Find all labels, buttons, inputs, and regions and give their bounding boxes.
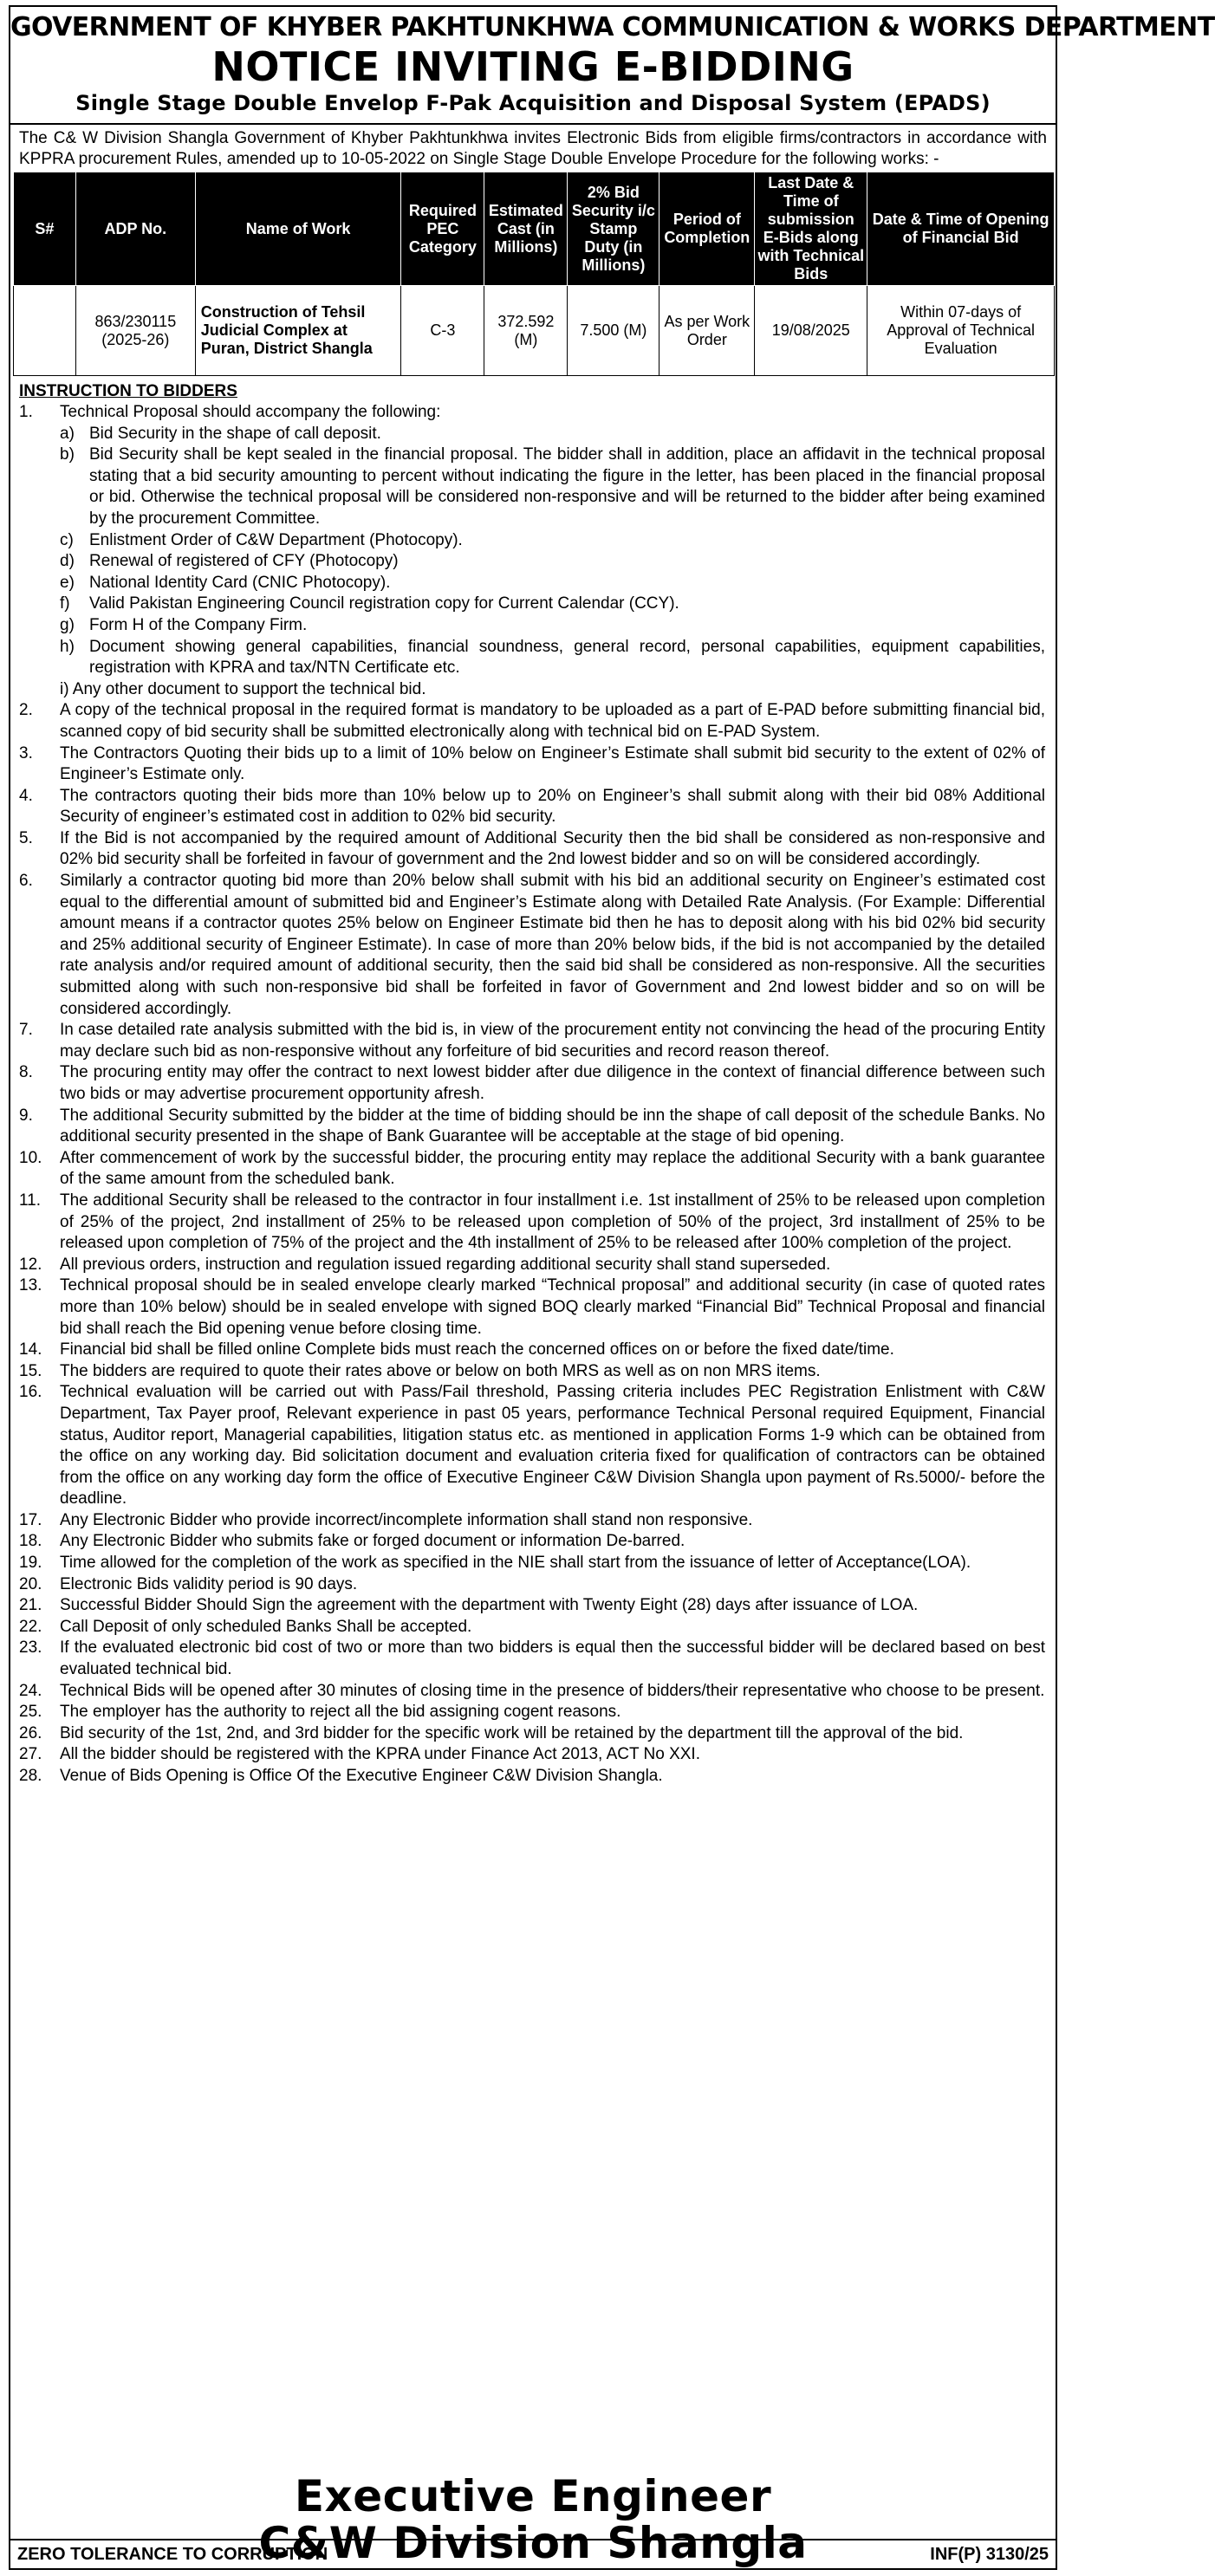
item-number: 12. (19, 1255, 42, 1274)
sub-item-text: National Identity Card (CNIC Photocopy). (89, 573, 391, 592)
notice-page (9, 5, 1215, 2570)
item-text: Bid security of the 1st, 2nd, and 3rd bidder for the specific work will be retained by the department till the approval of the bid. (60, 1723, 964, 1742)
item-text: After commencement of work by the successful bidder, the procuring entity may replace the additional Security with a bank guarantee of the same amount from the scheduled bank. (60, 1148, 1045, 1189)
cell-security: 7.500 (M) (568, 286, 659, 376)
item-number: 4. (19, 786, 33, 805)
sub-item-text: Form H of the Company Firm. (89, 615, 308, 634)
list-item (19, 1702, 1045, 1723)
item-number: 7. (19, 1021, 33, 1040)
list-item (19, 743, 1045, 786)
item-number: 18. (19, 1532, 42, 1551)
sub-item-number: g) (60, 615, 75, 634)
item-number: 14. (19, 1340, 42, 1359)
list-item (19, 1595, 1045, 1617)
sub-list-item (60, 444, 1045, 529)
item-text: The Contractors Quoting their bids up to a limit of 10% below on Engineer’s Estimate shall submit bid security to the extent of 02% of Engineer’s Estimate only. (60, 743, 1045, 784)
sub-item-number: d) (60, 552, 75, 571)
list-item (19, 1340, 1045, 1361)
list-item (19, 1638, 1045, 1680)
list-item (19, 1766, 1045, 1788)
col-header-cost: Estimated Cast (in Millions) (484, 172, 568, 286)
intro-paragraph: The C& W Division Shangla Government of Khyber Pakhtunkhwa invites Electronic Bids from eligible firms/contractors in accordance with KPPRA procurement Rules, amended up to 10-05-2022 on Single Stage Double Envelope Procedure for the following works: - (19, 129, 1047, 168)
item-text: The bidders are required to quote their rates above or below on both MRS as well as on non MRS items. (60, 1361, 821, 1380)
item-number: 15. (19, 1361, 42, 1380)
item-text: Time allowed for the completion of the work as specified in the NIE shall start from the issuance of letter of Acceptance(LOA). (60, 1554, 971, 1573)
item-number: 21. (19, 1596, 42, 1615)
list-item (19, 1574, 1045, 1596)
list-item (19, 402, 1045, 700)
list-item (19, 1275, 1045, 1340)
item-number: 2. (19, 701, 33, 720)
list-item (19, 1062, 1045, 1105)
footer-reference: INF(P) 3130/25 (930, 2544, 1049, 2564)
list-item (19, 1255, 1045, 1276)
item-text: All the bidder should be registered with the KPRA under Finance Act 2013, ACT No XXI. (60, 1745, 700, 1764)
list-item (19, 786, 1045, 828)
cell-sno (14, 286, 76, 376)
list-item (19, 1723, 1045, 1745)
sub-item-text: Enlistment Order of C&W Department (Photocopy). (89, 530, 463, 549)
item-text: The employer has the authority to reject all the bid assigning cogent reasons. (60, 1703, 621, 1722)
list-item (19, 1531, 1045, 1553)
sub-item-number: c) (60, 530, 74, 549)
list-item (19, 1617, 1045, 1638)
works-table (13, 172, 1055, 376)
table-row (14, 286, 1055, 376)
col-header-sno: S# (14, 172, 76, 286)
item-number: 9. (19, 1106, 33, 1125)
sub-list (60, 424, 1045, 679)
item-number: 19. (19, 1554, 42, 1573)
list-item (19, 1382, 1045, 1510)
item-text: Any Electronic Bidder who provide incorrect/incomplete information shall stand non responsive. (60, 1510, 753, 1529)
item-number: 28. (19, 1767, 42, 1785)
signatory-title: Executive Engineer (294, 2471, 772, 2521)
sub-list-item (60, 424, 1045, 445)
col-header-adp: ADP No. (75, 172, 195, 286)
sub-item-number: b) (60, 445, 75, 464)
sub-item-extra: i) Any other document to support the technical bid. (60, 679, 426, 698)
cell-name: Construction of Tehsil Judicial Complex at Puran, District Shangla (195, 286, 401, 376)
footer-bar (10, 2539, 1056, 2568)
item-number: 5. (19, 828, 33, 847)
item-text: If the Bid is not accompanied by the required amount of Additional Security then the bid shall be considered as non-responsive and 02% bid security shall be forfeited in favour of government and the 2nd lowest bidder and so on will be considered accordingly. (60, 828, 1045, 869)
col-header-pec: Required PEC Category (401, 172, 484, 286)
sub-item-text: Renewal of registered of CFY (Photocopy) (89, 552, 399, 571)
item-text: Successful Bidder Should Sign the agreement with the department with Twenty Eight (28) days after issuance of LOA. (60, 1596, 919, 1615)
item-number: 8. (19, 1063, 33, 1082)
list-item (19, 1681, 1045, 1703)
item-text: All previous orders, instruction and regulation issued regarding additional security shall stand superseded. (60, 1255, 831, 1274)
footer-slogan: ZERO TOLERANCE TO CORRUPTION (17, 2544, 328, 2564)
item-text: The contractors quoting their bids more than 10% below up to 20% on Engineer’s shall submit along with their bid 08% Additional Security of engineer’s estimated cost in addition to 02% bid security. (60, 786, 1045, 827)
sub-list-item (60, 573, 1045, 594)
list-item (19, 1744, 1045, 1766)
item-number: 27. (19, 1745, 42, 1764)
instructions-list (10, 402, 1056, 1788)
item-number: 3. (19, 743, 33, 762)
cell-adp: 863/230115 (2025-26) (75, 286, 195, 376)
item-text: If the evaluated electronic bid cost of two or more than two bidders is equal then the successful bidder will be declared based on best evaluated technical bid. (60, 1638, 1045, 1679)
sub-list-item (60, 594, 1045, 615)
item-number: 23. (19, 1638, 42, 1658)
item-number: 13. (19, 1276, 42, 1295)
item-number: 20. (19, 1574, 42, 1593)
item-text: Similarly a contractor quoting bid more than 20% below shall submit with his bid an additional security on Engineer’s estimated cost equal to the differential amount of submitted bid and Engineer’s Estimate along with Detailed Rate Analysis. (For Example: Differential amount means if a contractor quotes 25% below on Engineer Estimate bid then he has to deposit along with his bid 02% bid security and 25% additional security of Engineer Estimate). In case of more than 20% below bids, if the bid is not accompanied by the detailed rate analysis and/or required amount of additional security, then the said bid shall be considered as non-responsive. All the securities submitted along with such non-responsive bid shall be forfeited in favor of Government and 2nd lowest bidder and so on will be considered accordingly. (60, 872, 1045, 1018)
item-number: 26. (19, 1723, 42, 1742)
list-item (19, 828, 1045, 871)
item-number: 6. (19, 872, 33, 891)
item-text: Electronic Bids validity period is 90 days. (60, 1574, 358, 1593)
sub-item-number: a) (60, 424, 75, 443)
item-number: 1. (19, 403, 33, 421)
item-text: The additional Security submitted by the bidder at the time of bidding should be inn the shape of call deposit of the schedule Banks. No additional security presented in the shape of Bank Guarantee will be acceptable at the stage of bid opening. (60, 1106, 1045, 1146)
item-text: Technical Proposal should accompany the following: (60, 403, 441, 421)
list-item (19, 1553, 1045, 1574)
signatory-office: C&W Division Shangla (258, 2518, 808, 2568)
sub-list-item (60, 551, 1045, 573)
col-header-opening: Date & Time of Opening of Financial Bid (867, 172, 1055, 286)
item-text: Technical proposal should be in sealed envelope clearly marked “Technical proposal” and additional security (in case of quoted rates more than 10% below) should be in sealed envelope with signed BOQ clearly marked “Financial Bid” Technical Proposal and financial bid shall reach the Bid opening venue before closing time. (60, 1276, 1045, 1338)
sub-item-text: Document showing general capabilities, financial soundness, general record, personal capabilities, equipment capabilities, registration with KPRA and tax/NTN Certificate etc. (89, 637, 1045, 678)
item-text: The procuring entity may offer the contract to next lowest bidder after due diligence in the context of financial difference between such two bids or may advertise procurement opportunity afresh. (60, 1063, 1045, 1103)
sub-list-item (60, 637, 1045, 679)
sub-item-number: h) (60, 637, 75, 656)
item-text: A copy of the technical proposal in the required format is mandatory to be uploaded as a part of E-PAD before submitting financial bid, scanned copy of bid security shall be submitted electronically along with technical bid on E-PAD System. (60, 701, 1045, 741)
item-number: 16. (19, 1383, 42, 1402)
item-text: Technical evaluation will be carried out with Pass/Fail threshold, Passing criteria includes PEC Registration Enlistment with C&W Department, Tax Payer proof, Relevant experience in past 05 years, performance Technical Personal required Equipment, Financial status, Auditor report, Managerial capabilities, litigation status etc. as mentioned in application Forms 1-9 which can be obtained from the office on any working day. Bid solicitation document and evaluation criteria fixed for qualification of contractors can be obtained from the office on any working day form the office of Executive Engineer C&W Division Shangla upon payment of Rs.5000/- before the deadline. (60, 1383, 1045, 1509)
item-number: 17. (19, 1510, 42, 1529)
sub-item-number: e) (60, 573, 75, 592)
item-number: 10. (19, 1148, 42, 1167)
list-item (19, 1510, 1045, 1532)
sub-list-item (60, 615, 1045, 637)
sub-list-item (60, 530, 1045, 552)
cell-opening: Within 07-days of Approval of Technical Evaluation (867, 286, 1055, 376)
list-item (19, 1191, 1045, 1255)
list-item (19, 700, 1045, 743)
cell-period: As per Work Order (659, 286, 755, 376)
col-header-last-date: Last Date & Time of submission E-Bids along with Technical Bids (755, 172, 867, 286)
item-text: Technical Bids will be opened after 30 minutes of closing time in the presence of bidders/their representative who choose to be present. (60, 1681, 1045, 1700)
sub-item-number: f) (60, 594, 70, 613)
cell-last-date: 19/08/2025 (755, 286, 867, 376)
sub-item-text: Bid Security shall be kept sealed in the financial proposal. The bidder shall in addition, place an affidavit in the technical proposal stating that a bid security amounting to percent without indicating the figure in the letter, has been placed in the financial proposal or bid. Otherwise the technical proposal will be considered non-responsive and will be returned to the bidder after being examined by the procurement Committee. (89, 445, 1045, 528)
item-text: In case detailed rate analysis submitted with the bid is, in view of the procurement entity not convincing the head of the procuring Entity may declare such bid as non-responsive without any forfeiture of bid securities and record reason thereof. (60, 1021, 1045, 1061)
item-number: 24. (19, 1681, 42, 1700)
col-header-period: Period of Completion (659, 172, 755, 286)
department-heading: GOVERNMENT OF KHYBER PAKHTUNKHWA COMMUNICATION & WORKS DEPARTMENT (10, 12, 1215, 42)
instructions-title: INSTRUCTION TO BIDDERS (19, 382, 237, 400)
list-item (19, 1148, 1045, 1191)
item-text: Financial bid shall be filled online Complete bids must reach the concerned offices on or before the fixed date/time. (60, 1340, 894, 1359)
list-item (19, 1106, 1045, 1148)
item-text: The additional Security shall be released to the contractor in four installment i.e. 1st installment of 25% to be released upon completion of 25% of the project, 2nd installment of 25% to be released upon completion of 50% of the project, 3rd installment of 25% to be released upon completion of 75% of the project and the 4th installment of 25% to be released after 100% completion of the project. (60, 1191, 1045, 1253)
col-header-name: Name of Work (195, 172, 401, 286)
item-text: Venue of Bids Opening is Office Of the Executive Engineer C&W Division Shangla. (60, 1767, 663, 1785)
procurement-system-subtitle: Single Stage Double Envelop F-Pak Acquisition and Disposal System (EPADS) (75, 91, 991, 115)
item-number: 11. (19, 1191, 42, 1210)
table-header-row (14, 172, 1055, 286)
col-header-security: 2% Bid Security i/c Stamp Duty (in Millions) (568, 172, 659, 286)
item-text: Call Deposit of only scheduled Banks Shall be accepted. (60, 1617, 472, 1636)
list-item (19, 871, 1045, 1020)
list-item (19, 1361, 1045, 1383)
sub-item-text: Valid Pakistan Engineering Council registration copy for Current Calendar (CCY). (89, 594, 679, 613)
sub-item-text: Bid Security in the shape of call deposit. (89, 424, 381, 443)
notice-title: NOTICE INVITING E-BIDDING (211, 43, 854, 90)
cell-cost: 372.592 (M) (484, 286, 568, 376)
cell-pec: C-3 (401, 286, 484, 376)
list-item (19, 1020, 1045, 1062)
item-text: Any Electronic Bidder who submits fake or forged document or information De-barred. (60, 1532, 685, 1551)
item-number: 22. (19, 1617, 42, 1636)
item-number: 25. (19, 1703, 42, 1722)
